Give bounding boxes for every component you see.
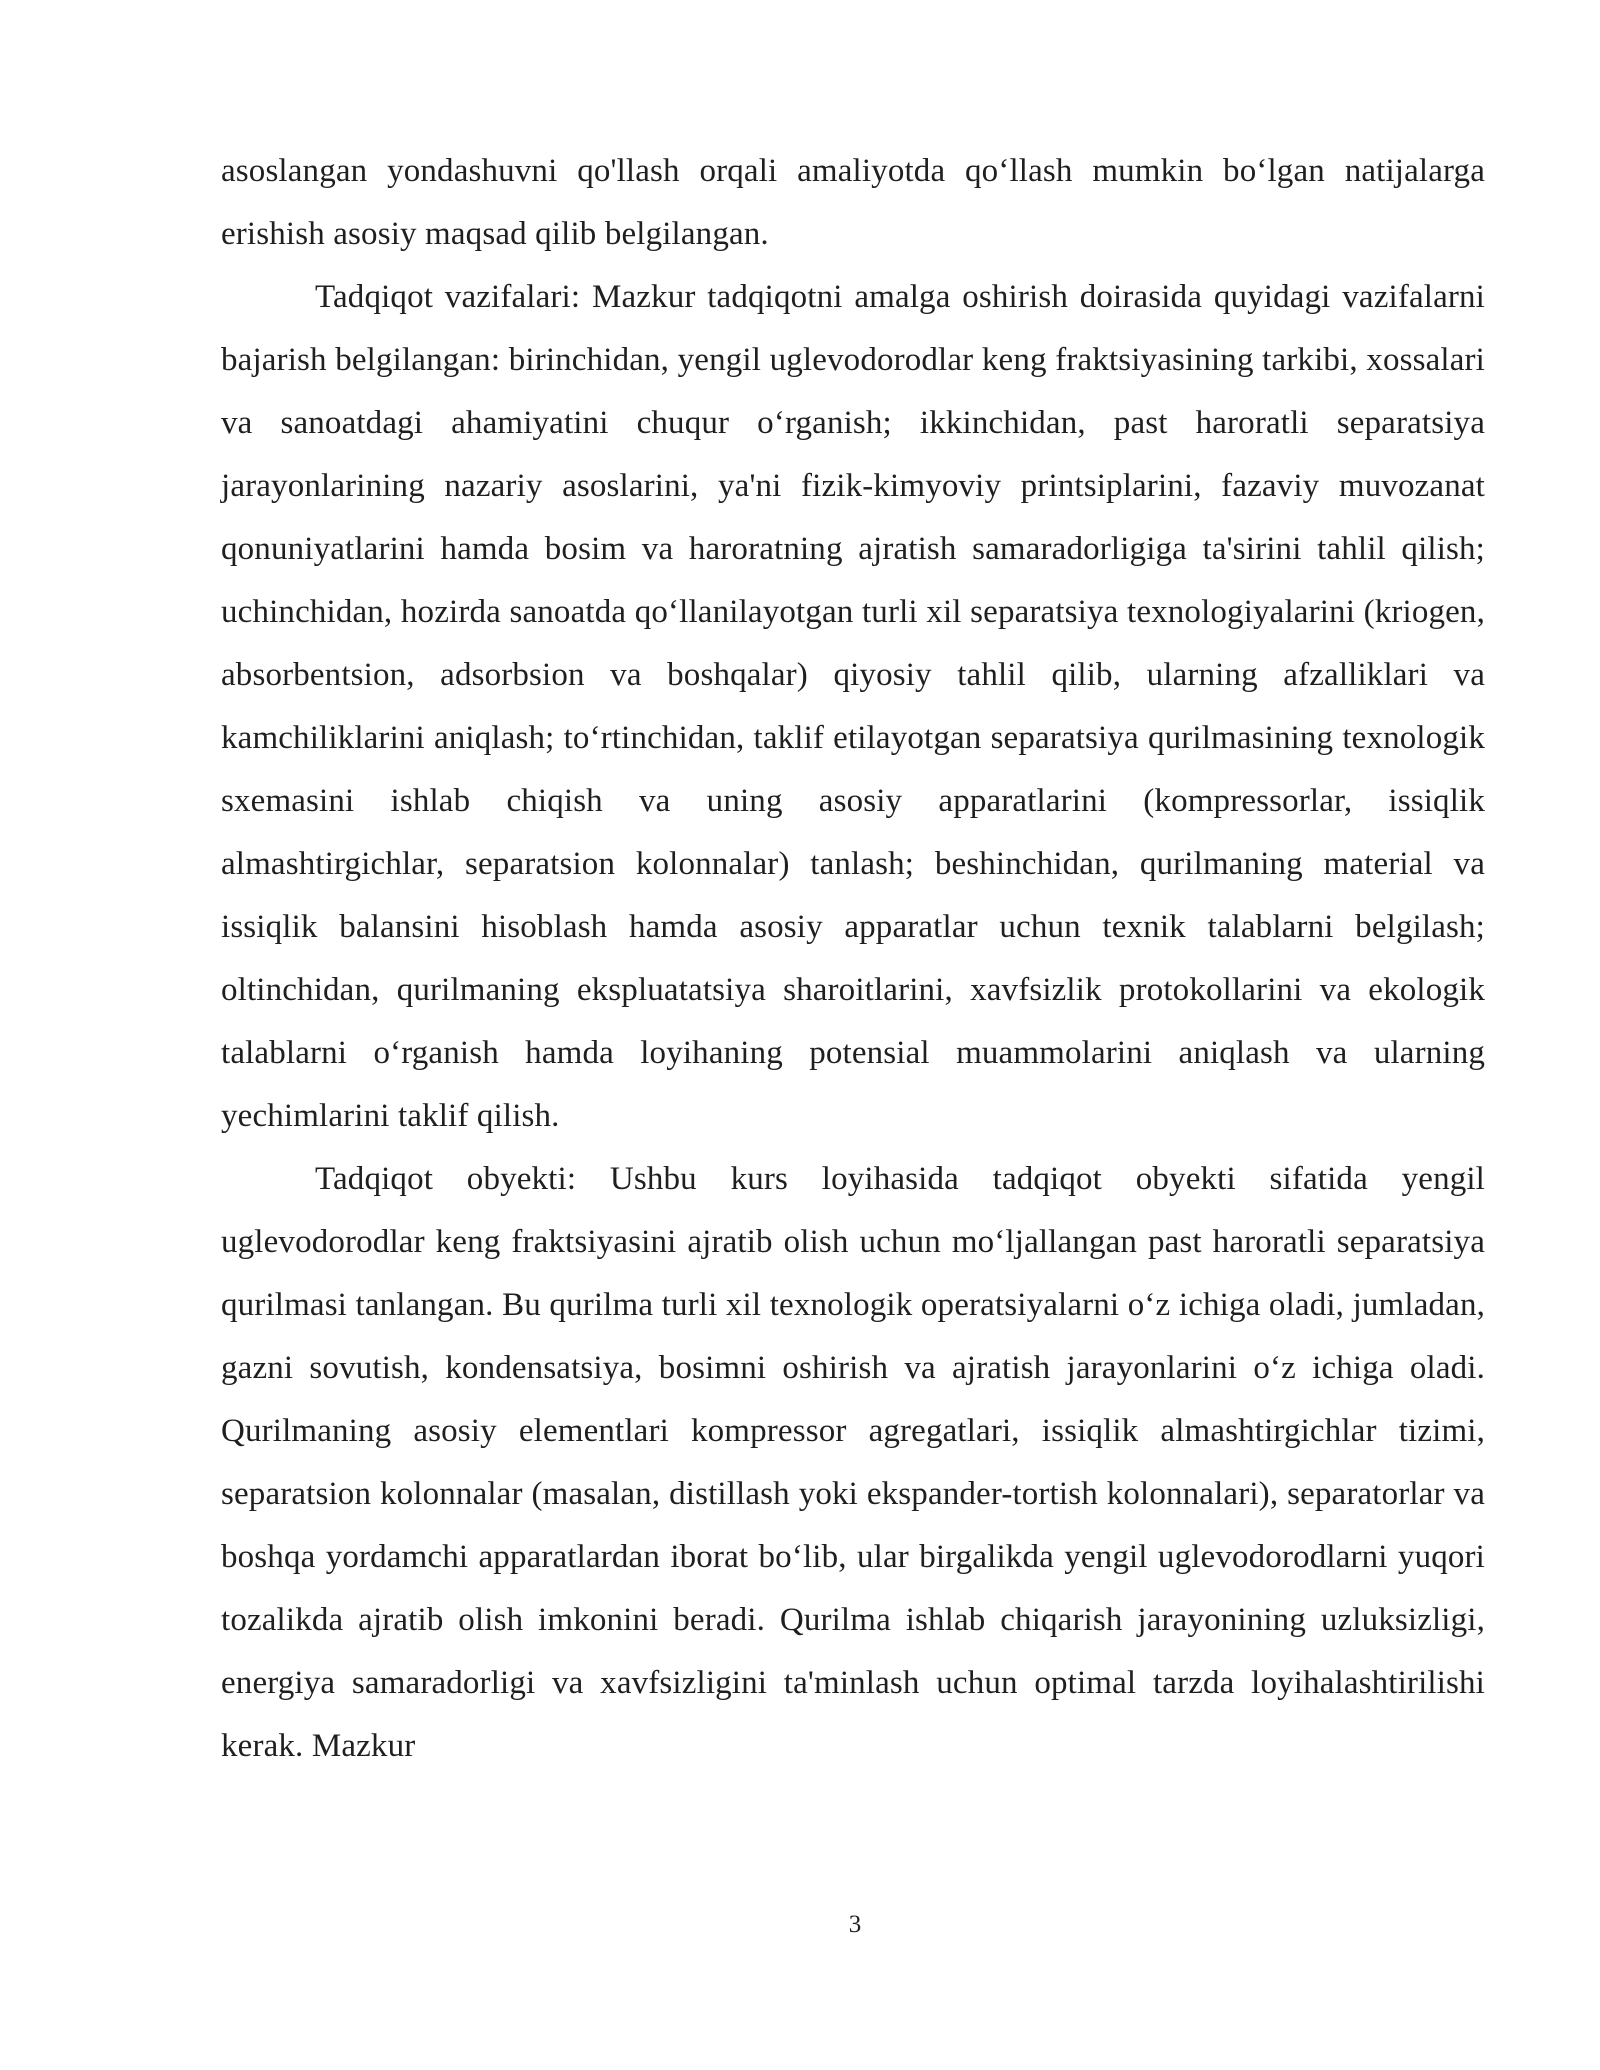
body-text [221, 140, 1485, 1778]
paragraph-continuation: asoslangan yondashuvni qo'llash orqali amaliyotda qo‘llash mumkin bo‘lgan natijalarga erishish asosiy maqsad qilib belgilangan. [221, 153, 1485, 252]
page-number: 3 [848, 1911, 862, 1938]
paragraph-research-tasks: Tadqiqot vazifalari: Mazkur tadqiqotni amalga oshirish doirasida quyidagi vazifalarni bajarish belgilangan: birinchidan, yengil uglevodorodlar keng fraktsiyasining tarkibi, xossalari va sanoatdagi ahamiyatini chuqur o‘rganish; ikkinchidan, past haroratli separatsiya jarayonlarining nazariy asoslarini, ya'ni fizik-kimyoviy printsiplarini, fazaviy muvozanat qonuniyatlarini hamda bosim va haroratning ajratish samaradorligiga ta'sirini tahlil qilish; uchinchidan, hozirda sanoatda qo‘llanilayotgan turli xil separatsiya texnologiyalarini (kriogen, absorbentsion, adsorbsion va boshqalar) qiyosiy tahlil qilib, ularning afzalliklari va kamchiliklarini aniqlash; to‘rtinchidan, taklif etilayotgan separatsiya qurilmasining texnologik sxemasini ishlab chiqish va uning asosiy apparatlarini (kompressorlar, issiqlik almashtirgichlar, separatsion kolonnalar) tanlash; beshinchidan, qurilmaning material va issiqlik balansini hisoblash hamda asosiy apparatlar uchun texnik talablarni belgilash; oltinchidan, qurilmaning ekspluatatsiya sharoitlarini, xavfsizlik protokollarini va ekologik talablarni o‘rganish hamda loyihaning potensial muammolarini aniqlash va ularning yechimlarini taklif qilish. [221, 279, 1485, 1134]
paragraph-research-object: Tadqiqot obyekti: Ushbu kurs loyihasida tadqiqot obyekti sifatida yengil uglevodorodlar keng fraktsiyasini ajratib olish uchun mo‘ljallangan past haroratli separatsiya qurilmasi tanlangan. Bu qurilma turli xil texnologik operatsiyalarni o‘z ichiga oladi, jumladan, gazni sovutish, kondensatsiya, bosimni oshirish va ajratish jarayonlarini o‘z ichiga oladi. Qurilmaning asosiy elementlari kompressor agregatlari, issiqlik almashtirgichlar tizimi, separatsion kolonnalar (masalan, distillash yoki ekspander-tortish kolonnalari), separatorlar va boshqa yordamchi apparatlardan iborat bo‘lib, ular birgalikda yengil uglevodorodlarni yuqori tozalikda ajratib olish imkonini beradi. Qurilma ishlab chiqarish jarayonining uzluksizligi, energiya samaradorligi va xavfsizligini ta'minlash uchun optimal tarzda loyihalashtirilishi kerak. Mazkur [221, 1161, 1485, 1764]
